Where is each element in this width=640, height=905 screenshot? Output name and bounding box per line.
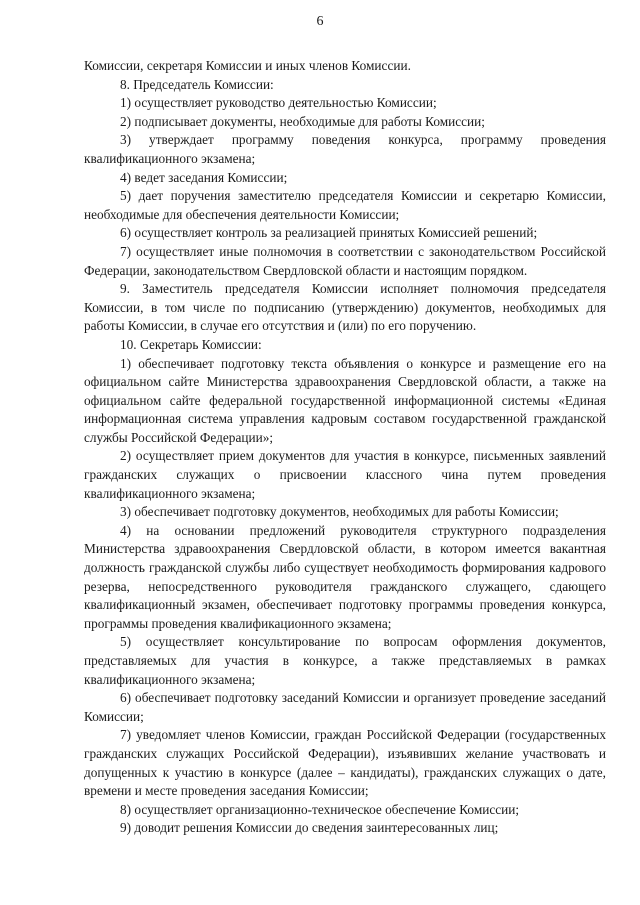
paragraph: 5) осуществляет консультирование по вопросам оформления документов, представляемых для участия в конкурсе, а также представляемых в рамках квалификационного экзамена; bbox=[84, 634, 606, 687]
paragraph: 6) обеспечивает подготовку заседаний Комиссии и организует проведение заседаний Комиссии; bbox=[84, 690, 606, 724]
paragraph: 7) уведомляет членов Комиссии, граждан Российской Федерации (государственных гражданских служащих Российской Федерации), изъявивших желание участвовать и допущенных к участию в конкурсе (далее – кандидаты), гражданских служащих о дате, времени и месте проведения заседания Комиссии; bbox=[84, 727, 606, 799]
page-number: 6 bbox=[316, 14, 324, 29]
paragraph: 8) осуществляет организационно-техническое обеспечение Комиссии; bbox=[120, 801, 520, 817]
paragraph: 1) обеспечивает подготовку текста объявления о конкурсе и размещение его на официальном сайте Министерства здравоохранения Свердловской области, а также на официальном сайте федеральной государственной информационной системы «Единая информационная система управления кадровым составом государственной гражданской службы Российской Федерации»; bbox=[84, 355, 606, 445]
paragraph: 9. Заместитель председателя Комиссии исполняет полномочия председателя Комиссии, в том числе по подписанию (утверждению) документов, необходимых для работы Комиссии, в случае его отсутствия и (или) по его поручению. bbox=[84, 281, 606, 334]
paragraph: 10. Секретарь Комиссии: bbox=[120, 336, 262, 352]
paragraph: 6) осуществляет контроль за реализацией принятых Комиссией решений; bbox=[120, 225, 538, 241]
paragraph: 5) дает поручения заместителю председателя Комиссии и секретарю Комиссии, необходимые для обеспечения деятельности Комиссии; bbox=[84, 188, 606, 222]
paragraph: 7) осуществляет иные полномочия в соответствии с законодательством Российской Федерации, законодательством Свердловской области и настоящим порядком. bbox=[84, 243, 606, 278]
paragraph: 4) ведет заседания Комиссии; bbox=[120, 169, 288, 185]
paragraph: 3) утверждает программу поведения конкурса, программу проведения квалификационного экзамена; bbox=[84, 132, 606, 166]
paragraph: 1) осуществляет руководство деятельностью Комиссии; bbox=[120, 95, 437, 111]
document-body bbox=[84, 57, 606, 838]
paragraph: 2) подписывает документы, необходимые для работы Комиссии; bbox=[120, 113, 485, 129]
paragraph: 4) на основании предложений руководителя структурного подразделения Министерства здравоохранения Свердловской области, в котором имеется вакантная должность гражданской службы либо существует необходимость формирования кадрового резерва, непосредственного руководителя гражданского служащего, сдающего квалификационный экзамен, обеспечивает подготовку программы проведения конкурса, программы проведения квалификационного экзамена; bbox=[84, 522, 606, 631]
paragraph: 9) доводит решения Комиссии до сведения заинтересованных лиц; bbox=[120, 820, 499, 836]
paragraph: 8. Председатель Комиссии: bbox=[120, 76, 274, 92]
paragraph: Комиссии, секретаря Комиссии и иных членов Комиссии. bbox=[84, 58, 411, 73]
paragraph: 2) осуществляет прием документов для участия в конкурсе, письменных заявлений гражданских служащих о присвоении классного чина путем проведения квалификационного экзамена; bbox=[84, 448, 606, 501]
paragraph: 3) обеспечивает подготовку документов, необходимых для работы Комиссии; bbox=[120, 504, 559, 520]
